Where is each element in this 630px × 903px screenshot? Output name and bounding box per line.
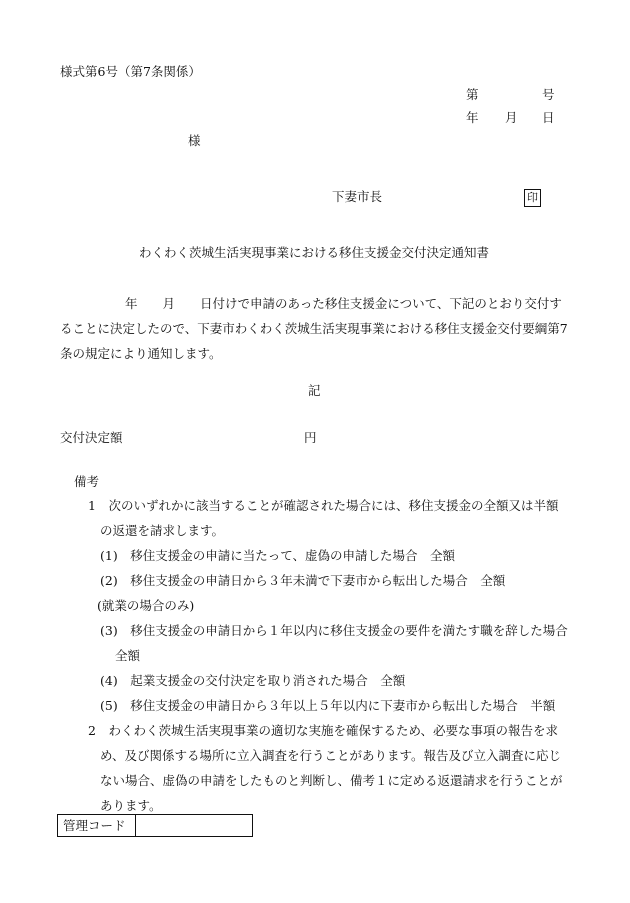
body-line-1: 年 月 日付けで申請のあった移住支援金について、下記のとおり交付す [125, 296, 562, 311]
management-code-label: 管理コード [58, 815, 136, 836]
ki-heading: 記 [308, 383, 321, 398]
management-code-table [57, 814, 253, 837]
remarks-sub-2: (2) 移住支援金の申請日から３年未満で下妻市から転出した場合 全額 [100, 573, 506, 588]
remarks-sub-1: (1) 移住支援金の申請に当たって、虚偽の申請した場合 全額 [100, 548, 455, 563]
remarks-sub-3-line-1: (3) 移住支援金の申請日から１年以内に移住支援金の要件を満たす職を辞した場合 [100, 623, 568, 638]
remarks-item-2-line-4: あります。 [100, 798, 162, 813]
remarks-item-2-line-2: め、及び関係する場所に立入調査を行うことがあります。報告及び立入調査に応じ [100, 748, 562, 763]
number-suffix: 号 [542, 87, 555, 102]
remarks-sub-2-note: (就業の場合のみ) [97, 598, 195, 613]
remarks-item-1 [88, 493, 568, 818]
number-prefix: 第 [466, 87, 479, 102]
date-year: 年 [466, 110, 479, 125]
amount-unit: 円 [304, 430, 317, 445]
date-day: 日 [542, 110, 555, 125]
issuer-title: 下妻市長 [332, 189, 383, 204]
date-month: 月 [505, 110, 518, 125]
remarks-item-1-line-1: 1 次のいずれかに該当することが確認された場合には、移住支援金の全額又は半額 [88, 498, 559, 513]
remarks-sub-5: (5) 移住支援金の申請日から３年以上５年以内に下妻市から転出した場合 半額 [100, 698, 556, 713]
remarks-sub-4: (4) 起業支援金の交付決定を取り消された場合 全額 [100, 673, 406, 688]
body-line-2: ることに決定したので、下妻市わくわく茨城生活実現事業における移住支援金交付要綱第7 [60, 321, 568, 336]
remarks-item-2-line-1: 2 わくわく茨城生活実現事業の適切な実施を確保するため、必要な事項の報告を求 [88, 723, 558, 738]
remarks-sub-3-line-2: 全額 [115, 648, 141, 663]
remarks-item-2-line-3: ない場合、虚偽の申請をしたものと判断し、備考１に定める返還請求を行うことが [100, 773, 563, 788]
form-number: 様式第6号（第7条関係） [60, 64, 201, 79]
body-line-3: 条の規定により通知します。 [60, 346, 222, 361]
management-code-value [136, 815, 252, 836]
seal-mark: 印 [524, 189, 541, 207]
addressee-honorific: 様 [188, 133, 201, 148]
body-paragraph [60, 291, 568, 366]
document-title: わくわく茨城生活実現事業における移住支援金交付決定通知書 [139, 245, 490, 260]
remarks-heading: 備考 [74, 474, 100, 489]
amount-label: 交付決定額 [60, 430, 123, 445]
remarks-item-1-line-2: の返還を請求します。 [100, 523, 225, 538]
